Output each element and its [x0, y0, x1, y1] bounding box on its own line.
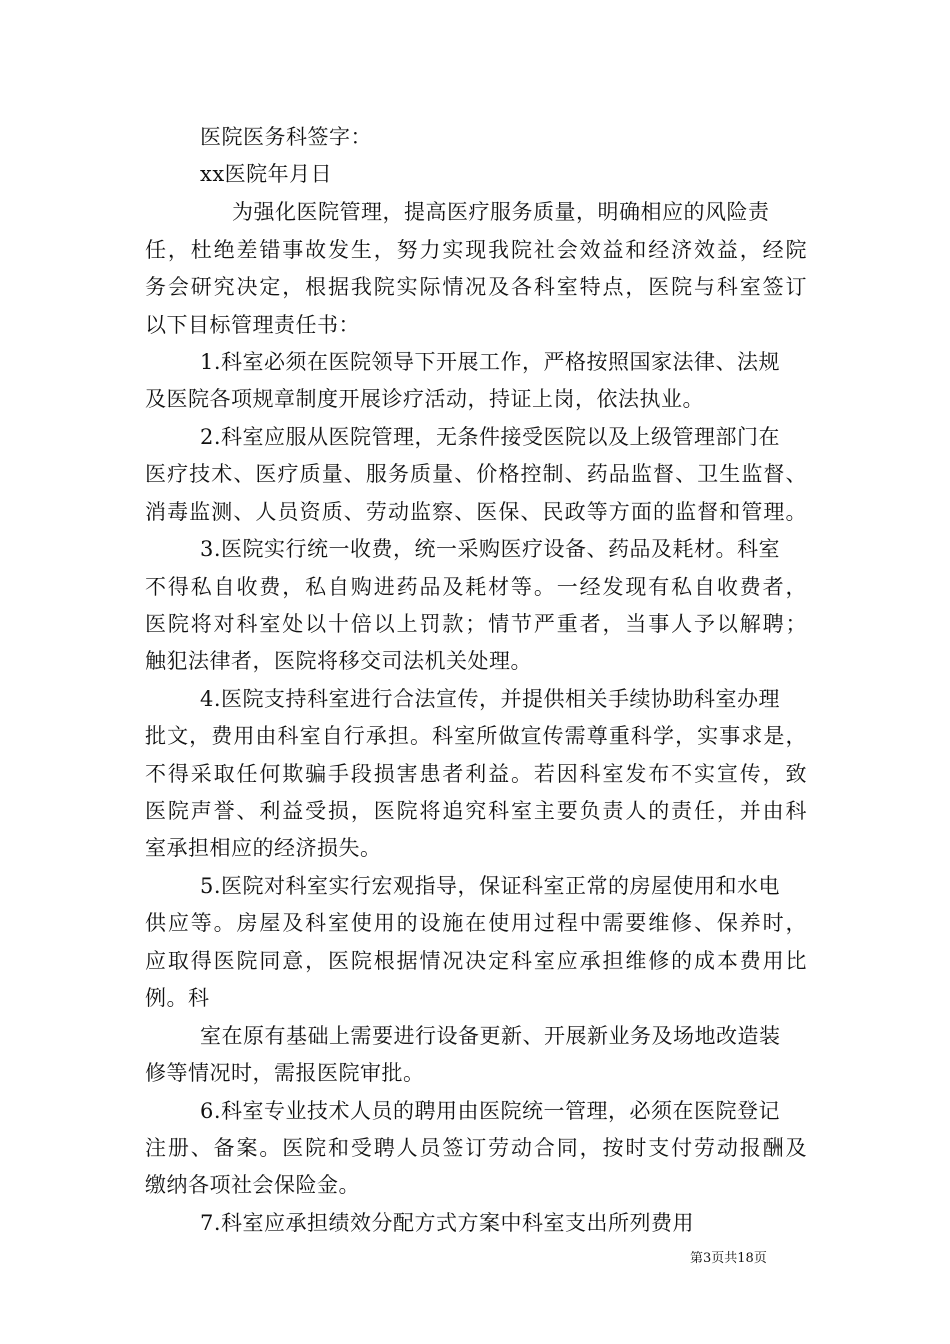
paragraph-line: 2.科室应服从医院管理，无条件接受医院以及上级管理部门在	[200, 425, 781, 449]
page-number: 第3页共18页	[690, 1251, 767, 1266]
paragraph-line: 室承担相应的经济损失。	[145, 836, 382, 860]
paragraph-line: 6.科室专业技术人员的聘用由医院统一管理，必须在医院登记	[200, 1099, 781, 1123]
date-line: xx医院年月日	[200, 162, 333, 186]
paragraph-line: 为强化医院管理，提高医疗服务质量，明确相应的风险责	[232, 200, 770, 224]
paragraph-line: 4.医院支持科室进行合法宣传，并提供相关手续协助科室办理	[200, 687, 781, 711]
paragraph-line: 及医院各项规章制度开展诊疗活动，持证上岗，依法执业。	[145, 387, 704, 411]
paragraph-line: 注册、备案。医院和受聘人员签订劳动合同，按时支付劳动报酬及	[145, 1136, 807, 1160]
paragraph-line: 以下目标管理责任书：	[145, 313, 360, 337]
paragraph-line: 1.科室必须在医院领导下开展工作，严格按照国家法律、法规	[200, 350, 781, 374]
paragraph-line: 不得私自收费，私自购进药品及耗材等。一经发现有私自收费者，	[145, 575, 807, 599]
paragraph-line: 任，杜绝差错事故发生，努力实现我院社会效益和经济效益，经院	[145, 238, 807, 262]
paragraph-line: 触犯法律者，医院将移交司法机关处理。	[145, 649, 532, 673]
paragraph-line: 不得采取任何欺骗手段损害患者利益。若因科室发布不实宣传，致	[145, 762, 807, 786]
paragraph-line: 修等情况时，需报医院审批。	[145, 1061, 425, 1085]
paragraph-line: 批文，费用由科室自行承担。科室所做宣传需尊重科学，实事求是，	[145, 724, 807, 748]
paragraph-line: 室在原有基础上需要进行设备更新、开展新业务及场地改造装	[200, 1024, 781, 1048]
paragraph-line: 5.医院对科室实行宏观指导，保证科室正常的房屋使用和水电	[200, 874, 781, 898]
paragraph-line: 应取得医院同意，医院根据情况决定科室应承担维修的成本费用比	[145, 949, 807, 973]
paragraph-line: 缴纳各项社会保险金。	[145, 1173, 360, 1197]
paragraph-line: 3.医院实行统一收费，统一采购医疗设备、药品及耗材。科室	[200, 537, 781, 561]
paragraph-line: 医院声誉、利益受损，医院将追究科室主要负责人的责任，并由科	[145, 799, 807, 823]
paragraph-line: 例。科	[145, 986, 210, 1010]
paragraph-line: 7.科室应承担绩效分配方式方案中科室支出所列费用	[200, 1211, 695, 1235]
paragraph-line: 医院将对科室处以十倍以上罚款；情节严重者，当事人予以解聘；	[145, 612, 807, 636]
paragraph-line: 务会研究决定，根据我院实际情况及各科室特点，医院与科室签订	[145, 275, 807, 299]
paragraph-line: 消毒监测、人员资质、劳动监察、医保、民政等方面的监督和管理。	[145, 500, 807, 524]
signature-line: 医院医务科签字：	[200, 125, 372, 149]
paragraph-line: 医疗技术、医疗质量、服务质量、价格控制、药品监督、卫生监督、	[145, 462, 807, 486]
paragraph-line: 供应等。房屋及科室使用的设施在使用过程中需要维修、保养时，	[145, 911, 807, 935]
